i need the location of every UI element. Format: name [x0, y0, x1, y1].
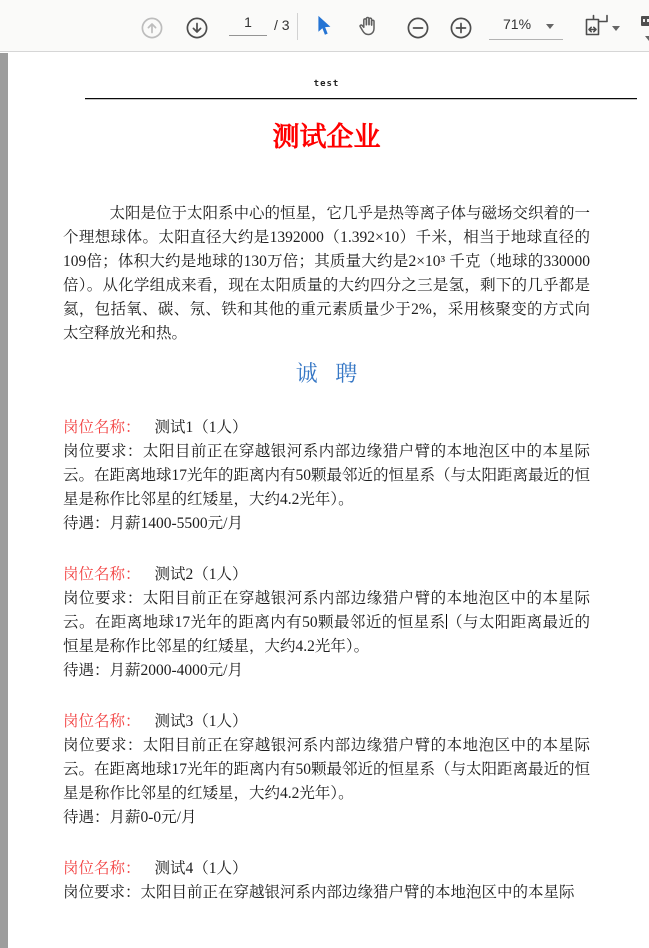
chevron-down-icon — [612, 26, 620, 31]
job-name-line — [63, 710, 590, 734]
job-title: 测试2（1人） — [154, 566, 248, 583]
hand-tool-button[interactable] — [356, 14, 380, 38]
hand-icon — [356, 26, 380, 41]
zoom-level-value: 71% — [503, 16, 532, 32]
minus-circle-icon — [405, 29, 431, 44]
job-requirement-text: 岗位要求：太阳目前正在穿越银河系内部边缘猎户臂的本地泡区中的本星际 — [63, 884, 575, 901]
zoom-level-input[interactable] — [489, 12, 563, 40]
job-requirement-text: 岗位要求：太阳目前正在穿越银河系内部边缘猎户臂的本地泡区中的本星际云。在距离地球17光年的距离内有50颗最邻近的恒星系（与太阳距离最近的恒星是称作比邻星的红矮星，大约4.2光年）。 — [63, 737, 591, 802]
job-posting — [63, 563, 590, 683]
job-posting — [63, 710, 590, 830]
job-name-label: 岗位名称： — [63, 566, 141, 583]
page-content — [63, 53, 590, 905]
chevron-down-icon — [546, 24, 554, 29]
job-title: 测试1（1人） — [154, 419, 248, 436]
job-posting — [63, 416, 590, 536]
fit-width-icon — [583, 13, 609, 38]
job-requirement-text-after: （与太阳距离最近的恒星是称作比邻星的红矮星，大约4.2光年）。 — [63, 614, 590, 655]
job-name-label: 岗位名称： — [63, 419, 141, 436]
pdf-page — [8, 53, 649, 948]
chevron-down-icon — [645, 36, 649, 41]
toolbar-separator — [297, 13, 298, 40]
job-posting — [63, 857, 590, 905]
intro-paragraph: 太阳是位于太阳系中心的恒星，它几乎是热等离子体与磁场交织着的一个理想球体。太阳直径大约是1392000（1.392×10）千米，相当于地球直径的109倍；体积大约是地球的130万倍；其质量大约是2×10³ 千克（地球的330000倍）。从化学组成来看，现在太阳质量的大约四分之三是氢，剩下的几乎都是氦，包括氧、碳、氖、铁和其他的重元素质量少于2%，采用核聚变的方式向太空释放光和热。 — [63, 205, 591, 342]
page-number-input[interactable]: 1 — [229, 14, 267, 36]
fit-width-button[interactable] — [583, 13, 620, 38]
job-salary: 待遇：月薪0-0元/月 — [63, 809, 197, 826]
job-name-line — [63, 416, 590, 440]
job-title: 测试3（1人） — [154, 713, 248, 730]
previous-page-button[interactable] — [139, 15, 165, 41]
job-requirement — [63, 881, 590, 905]
arrow-down-circle-icon — [184, 29, 210, 44]
zoom-in-button[interactable] — [448, 15, 474, 41]
select-tool-button[interactable] — [317, 15, 332, 36]
toolbar — [0, 0, 649, 52]
job-name-label: 岗位名称： — [63, 860, 141, 877]
arrow-up-circle-icon — [139, 29, 165, 44]
job-requirement — [63, 587, 590, 659]
job-salary: 待遇：月薪2000-4000元/月 — [63, 662, 243, 679]
job-name-label: 岗位名称： — [63, 713, 141, 730]
plus-circle-icon — [448, 29, 474, 44]
comment-tool-button[interactable] — [641, 16, 649, 26]
running-header: test — [313, 79, 340, 89]
cursor-arrow-icon — [317, 24, 332, 39]
job-salary: 待遇：月薪1400-5500元/月 — [63, 515, 243, 532]
next-page-button[interactable] — [184, 15, 210, 41]
job-title: 测试4（1人） — [154, 860, 248, 877]
job-requirement — [63, 734, 590, 806]
section-heading: 诚 聘 — [295, 361, 364, 386]
document-viewport[interactable] — [0, 53, 649, 948]
job-name-line — [63, 857, 590, 881]
zoom-out-button[interactable] — [405, 15, 431, 41]
job-requirement — [63, 440, 590, 512]
job-requirement-text: 岗位要求：太阳目前正在穿越银河系内部边缘猎户臂的本地泡区中的本星际云。在距离地球17光年的距离内有50颗最邻近的恒星系 — [63, 590, 590, 631]
document-title: 测试企业 — [272, 122, 381, 152]
job-requirement-text: 岗位要求：太阳目前正在穿越银河系内部边缘猎户臂的本地泡区中的本星际云。在距离地球17光年的距离内有50颗最邻近的恒星系（与太阳距离最近的恒星是称作比邻星的红矮星，大约4.2光年）。 — [63, 443, 591, 508]
page-total-label: / 3 — [274, 17, 290, 33]
job-name-line — [63, 563, 590, 587]
